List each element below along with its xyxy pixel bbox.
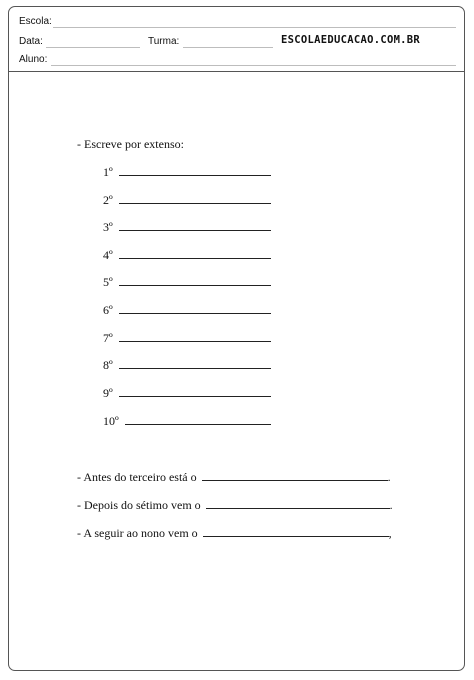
ordinal-row <box>103 220 271 235</box>
school-field[interactable] <box>53 27 456 28</box>
student-label: Aluno: <box>19 54 48 65</box>
question-punctuation: . <box>389 498 393 512</box>
answer-blank[interactable] <box>119 220 271 231</box>
question-text: - A seguir ao nono vem o <box>77 526 198 540</box>
answer-blank[interactable] <box>119 193 271 204</box>
ordinal-label: 4º <box>103 248 113 262</box>
ordinal-row <box>103 386 271 401</box>
school-label: Escola: <box>19 16 52 27</box>
ordinal-row <box>103 275 271 290</box>
answer-blank[interactable] <box>119 331 271 342</box>
answer-blank[interactable] <box>125 414 271 425</box>
exercise-title: - Escreve por extenso: <box>77 137 184 151</box>
ordinal-label: 3º <box>103 220 113 234</box>
ordinal-row <box>103 414 271 429</box>
ordinal-label: 10º <box>103 414 119 428</box>
student-field[interactable] <box>51 65 456 66</box>
header-divider <box>9 71 464 72</box>
question-row <box>77 498 393 513</box>
ordinal-row <box>103 358 271 373</box>
question-text: - Antes do terceiro está o <box>77 470 197 484</box>
ordinal-label: 6º <box>103 303 113 317</box>
question-row <box>77 526 392 541</box>
question-row <box>77 470 391 485</box>
question-text: - Depois do sétimo vem o <box>77 498 201 512</box>
ordinal-label: 7º <box>103 331 113 345</box>
answer-blank[interactable] <box>119 303 271 314</box>
class-field[interactable] <box>183 47 273 48</box>
ordinal-label: 2º <box>103 193 113 207</box>
ordinal-row <box>103 331 271 346</box>
question-blank[interactable] <box>206 498 390 509</box>
answer-blank[interactable] <box>119 248 271 259</box>
question-punctuation: , <box>388 526 392 540</box>
date-field[interactable] <box>46 47 140 48</box>
ordinal-row <box>103 303 271 318</box>
ordinal-label: 8º <box>103 358 113 372</box>
answer-blank[interactable] <box>119 275 271 286</box>
ordinal-label: 9º <box>103 386 113 400</box>
ordinal-label: 1º <box>103 165 113 179</box>
answer-blank[interactable] <box>119 165 271 176</box>
ordinal-label: 5º <box>103 275 113 289</box>
ordinal-row <box>103 165 271 180</box>
ordinal-row <box>103 193 271 208</box>
ordinal-row <box>103 248 271 263</box>
date-label: Data: <box>19 36 43 47</box>
question-blank[interactable] <box>202 470 388 481</box>
site-logo-text: ESCOLAEDUCACAO.COM.BR <box>281 34 421 46</box>
answer-blank[interactable] <box>119 386 271 397</box>
class-label: Turma: <box>148 36 180 47</box>
answer-blank[interactable] <box>119 358 271 369</box>
question-punctuation: . <box>387 470 391 484</box>
question-blank[interactable] <box>203 526 389 537</box>
worksheet-page <box>8 6 465 671</box>
